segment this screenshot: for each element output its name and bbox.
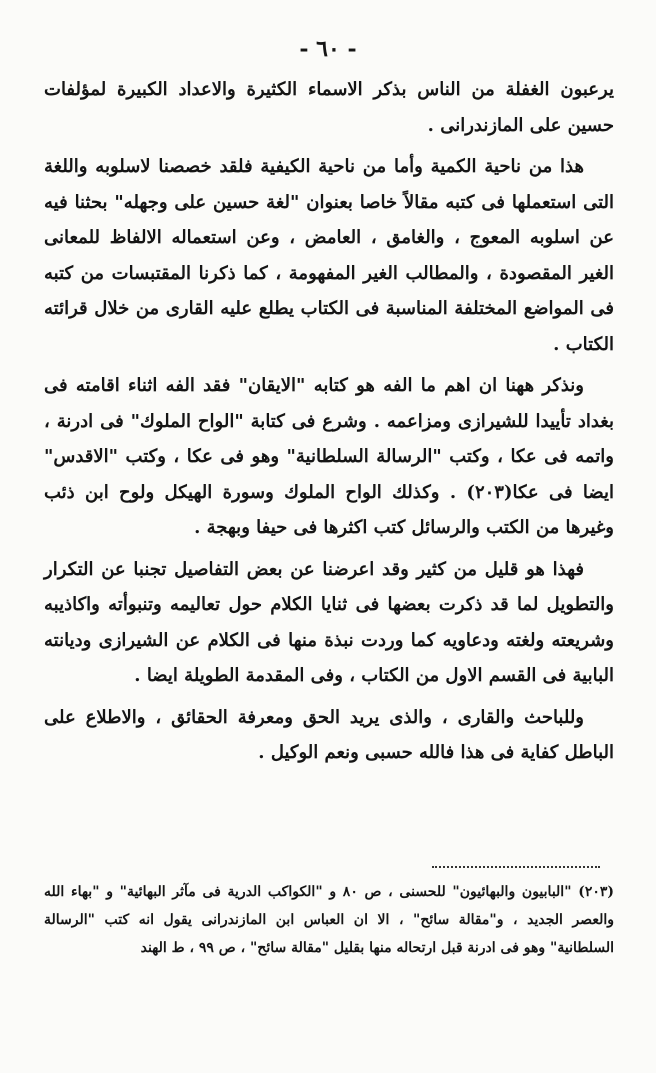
page-number: - ٦٠ - — [299, 36, 357, 62]
body-text — [44, 72, 614, 777]
paragraph-4: فهذا هو قليل من كثير وقد اعرضنا عن بعض التفاصيل تجنبا عن التكرار والتطويل لما قد ذكرت بعضها فى ثنايا الكلام حول تعاليمه وتنبوأته واكاذيبه وشريعته ولغته ودعاويه كما وردت نبذة منها فى الكلام عن الشيرازى وديانته البابية فى القسم الاول من الكتاب ، وفى المقدمة الطويلة ايضا . — [44, 558, 614, 686]
paragraph-2: هذا من ناحية الكمية وأما من ناحية الكيفية فلقد خصصنا لاسلوبه واللغة التى استعملها فى كتبه مقالاً خاصا بعنوان "لغة حسين على وجهله" بحثنا فيه عن اسلوبه المعوج ، والغامق ، العامض ، وعن استعماله الالفاظ للمعانى الغير المقصودة ، والمطالب الغير المفهومة ، كما ذكرنا المقتبسات من كتبه فى المواضع المختلفة المناسبة فى الكتاب يطلع عليه القارى من خلال قرائته الكتاب . — [44, 156, 614, 355]
footnote-text: (٢٠٣) "البابيون والبهائيون" للحسنى ، ص ٨٠ و "الكواكب الدرية فى مآثر البهائية" و "بهاء الله والعصر الجديد ، و"مقالة سائح" ، الا ان العباس ابن المازندرانى يقول انه كتب "الرسالة السلطانية" وهو فى ادرنة قبل ارتحاله منها بقليل "مقالة سائح" ، ص ٩٩ ، ط الهند — [44, 884, 615, 956]
footnote-divider — [432, 866, 600, 868]
paragraph-1: يرعبون الغفلة من الناس بذكر الاسماء الكثيرة والاعداد الكبيرة لمؤلفات حسين على المازندرانى . — [44, 79, 614, 136]
footnote — [44, 878, 614, 962]
paragraph-5: وللباحث والقارى ، والذى يريد الحق ومعرفة الحقائق ، والاطلاع على الباطل كفاية فى هذا فالله حسبى ونعم الوكيل . — [44, 706, 614, 763]
paragraph-3: ونذكر ههنا ان اهم ما الفه هو كتابه "الايقان" فقد الفه اثناء اقامته فى بغداد تأييدا للشيرازى ومزاعمه . وشرع فى كتابة "الواح الملوك" فى ادرنة ، واتمه فى عكا ، وكتب "الرسالة السلطانية" وهو فى عكا ، وكتب "الاقدس" ايضا فى عكا(٢٠٣) . وكذلك الواح الملوك وسورة الهيكل ولوح ابن ذئب وغيرها من الكتب والرسائل كتب اكثرها فى حيفا وبهجة . — [44, 375, 614, 538]
